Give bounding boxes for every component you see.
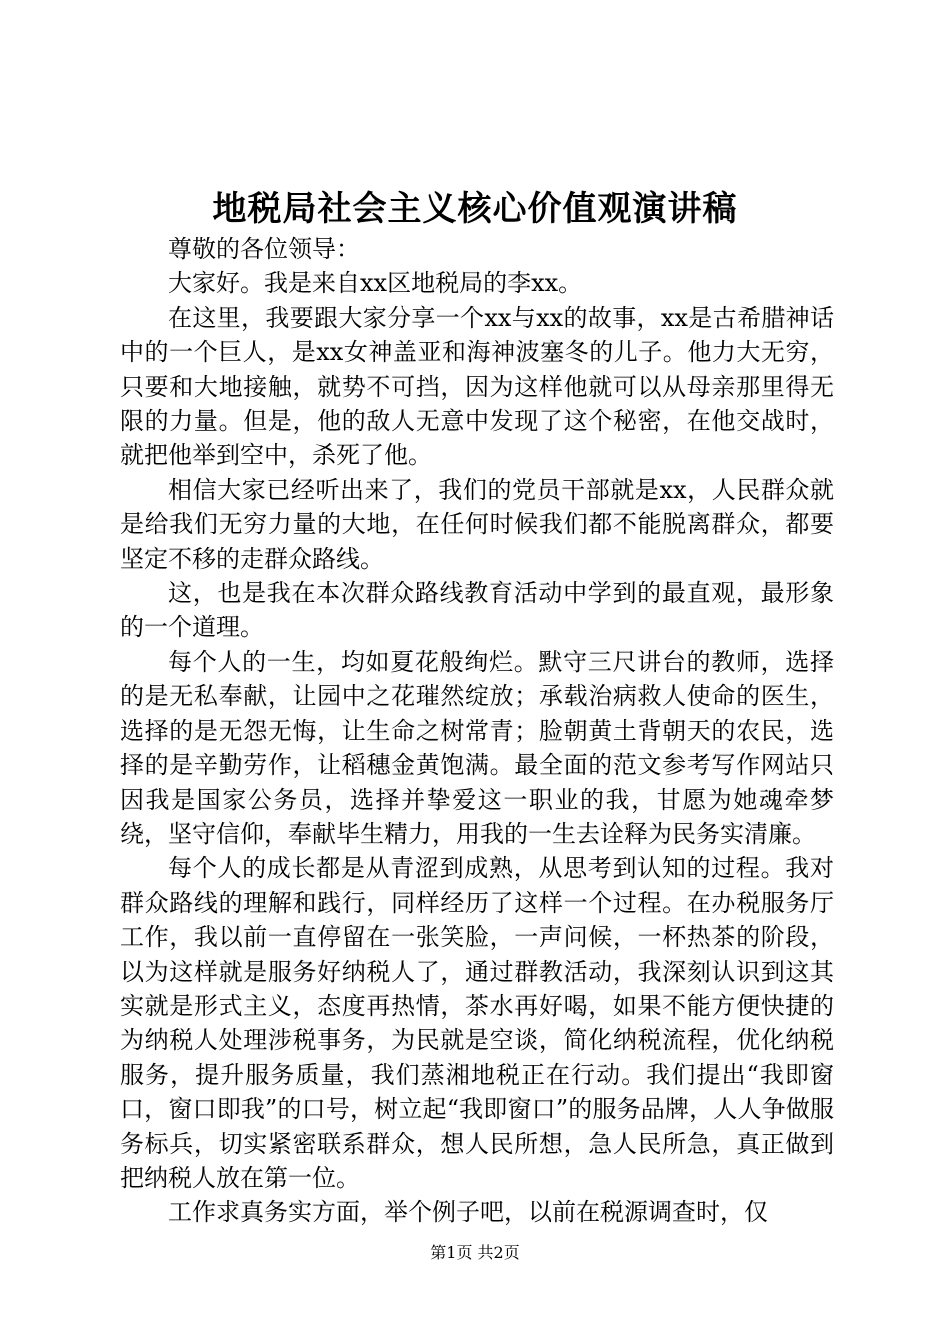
paragraph-life: 每个人的一生，均如夏花般绚烂。默守三尺讲台的教师，选择的是无私奉献，让园中之花璀然绽放；承载治病救人使命的医生，选择的是无怨无悔，让生命之树常青；脸朝黄土背朝天的农民，选择的是辛勤劳作，让稻穗金黄饱满。最全面的范文参考写作网站只因我是国家公务员，选择并挚爱这一职业的我，甘愿为她魂牵梦绕，坚守信仰，奉献毕生精力，用我的一生去诠释为民务实清廉。 [120,647,834,848]
paragraph-story: 在这里，我要跟大家分享一个xx与xx的故事，xx是古希腊神话中的一个巨人，是xx女神盖亚和海神波塞冬的儿子。他力大无穷，只要和大地接触，就势不可挡，因为这样他就可以从母亲那里得无限的力量。但是，他的敌人无意中发现了这个秘密，在他交战时，就把他举到空中，杀死了他。 [120,303,834,470]
paragraph-growth: 每个人的成长都是从青涩到成熟，从思考到认知的过程。我对群众路线的理解和践行，同样经历了这样一个过程。在办税服务厅工作，我以前一直停留在一张笑脸，一声问候，一杯热茶的阶段，以为这样就是服务好纳税人了，通过群教活动，我深刻认识到这其实就是形式主义，态度再热情，茶水再好喝，如果不能方便快捷的为纳税人处理涉税事务，为民就是空谈，简化纳税流程，优化纳税服务，提升服务质量，我们蒸湘地税正在行动。我们提出“我即窗口，窗口即我”的口号，树立起“我即窗口”的服务品牌，人人争做服务标兵，切实紧密联系群众，想人民所想，急人民所急，真正做到把纳税人放在第一位。 [120,854,834,1192]
paragraph-practice: 工作求真务实方面，举个例子吧，以前在税源调查时，仅 [168,1198,768,1227]
page-footer: 第1页 共2页 [430,1243,520,1262]
paragraph-greeting: 大家好。我是来自xx区地税局的李xx。 [168,269,583,298]
paragraph-masses: 相信大家已经听出来了，我们的党员干部就是xx，人民群众就是给我们无穷力量的大地，在任何时候我们都不能脱离群众，都要坚定不移的走群众路线。 [120,475,834,573]
paragraph-lesson: 这，也是我在本次群众路线教育活动中学到的最直观，最形象的一个道理。 [120,579,834,642]
document-title: 地税局社会主义核心价值观演讲稿 [212,189,738,229]
document-body [120,232,834,1230]
paragraph-salutation: 尊敬的各位领导： [168,235,360,263]
